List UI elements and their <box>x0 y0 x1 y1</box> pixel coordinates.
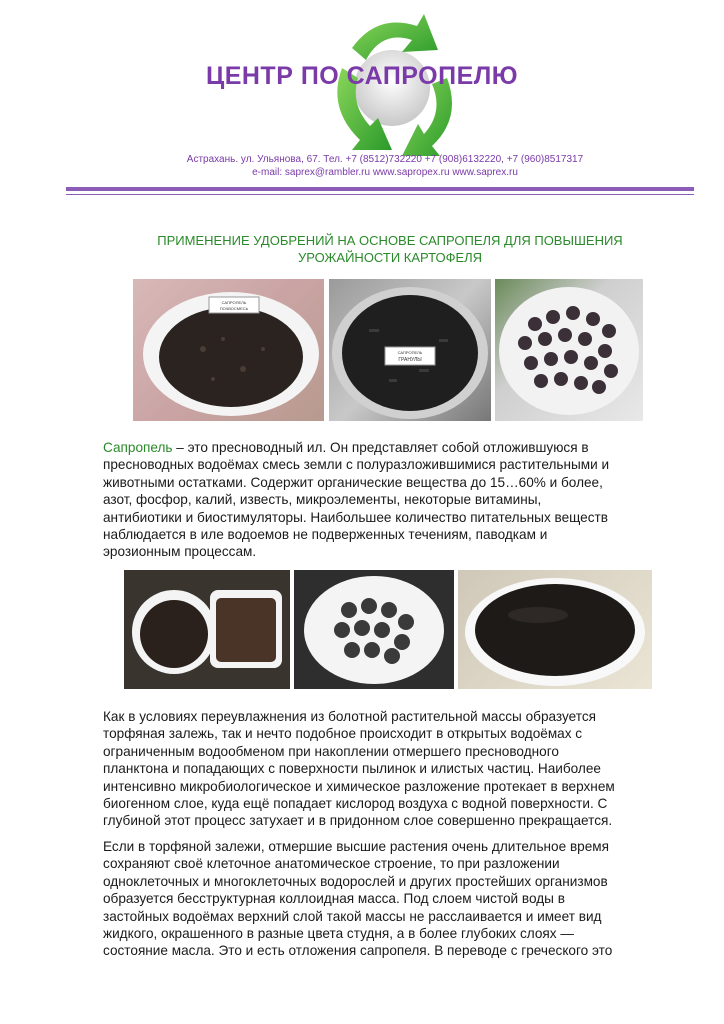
paragraph-colloid <box>103 838 683 960</box>
photo-label: САПРОПЕЛЬ <box>397 350 423 355</box>
text-line: одноклеточных и многоклеточных водорослей и других простейших организмов <box>103 873 608 889</box>
text-line: застойных водоёмах верхний слой такой массы не расслаивается и имеет вид <box>103 908 602 924</box>
photo-sapropel-containers <box>124 570 290 689</box>
heading-line: УРОЖАЙНОСТИ КАРТОФЕЛЯ <box>297 250 483 265</box>
contact-emails: e-mail: saprex@rambler.ru www.sapropex.ru www.saprex.ru <box>252 167 518 178</box>
contact-phones: Астрахань. ул. Ульянова, 67. Тел. +7 (8512)732220 +7 (908)6132220, +7 (960)8517317 <box>186 154 584 165</box>
photo-sapropel-paste-plate <box>458 570 652 689</box>
text-line: – это пресноводный ил. Он представляет собой отложившуюся в <box>172 440 589 455</box>
text-line: животными остатками. Содержит органические вещества до 15…60% и более, <box>103 474 603 490</box>
header-divider-thin <box>66 194 694 195</box>
contact-info <box>0 153 724 179</box>
header-divider <box>66 187 694 191</box>
text-line: ограниченным водообменом при накоплении отмершего пресноводного <box>103 743 559 759</box>
text-line: эрозионным процессам. <box>103 544 257 560</box>
text-line: пресноводных водоёмах смесь земли с полуразложившимися растительными и <box>103 457 610 473</box>
text-line: интенсивно микробиологическое и химическое разложение протекает в верхнем <box>103 778 615 794</box>
text-line: глубиной этот процесс затухает и в придонном слое совершенно прекращается. <box>103 813 613 829</box>
photo-label: ГРАНУЛЫ <box>398 357 422 363</box>
text-line: торфяная залежь, так и нечто подобное происходит в открытых водоёмах с <box>103 726 583 742</box>
text-line: жидкого, окрашенного в разные цвета студня, а в более глубоких слоях — <box>103 926 574 942</box>
paragraph-definition <box>103 439 683 561</box>
text-line: Как в условиях переувлажнения из болотной растительной массы образуется <box>103 709 596 724</box>
text-line: Если в торфяной залежи, отмершие высшие растения очень длительное время <box>103 839 609 854</box>
photo-sapropel-soil-bowl <box>133 279 324 421</box>
photo-sapropel-tablets-plate <box>495 279 643 421</box>
heading-line: ПРИМЕНЕНИЕ УДОБРЕНИЙ НА ОСНОВЕ САПРОПЕЛЯ ДЛЯ ПОВЫШЕНИЯ <box>157 233 623 248</box>
page-title: ЦЕНТР ПО САПРОПЕЛЮ <box>205 62 519 90</box>
photo-label: САПРОПЕЛЬ <box>221 300 247 305</box>
term-sapropel: Сапропель <box>103 440 173 455</box>
text-line: образуется бесструктурная коллоидная масса. Под слоем чистой воды в <box>103 891 565 907</box>
photo-sapropel-pellets-tray <box>329 279 491 421</box>
text-line: азот, фосфор, калий, известь, микроэлементы, некоторые витамины, <box>103 492 542 508</box>
text-line: состояние масла. Это и есть отложения сапропеля. В переводе с греческого это <box>103 943 613 959</box>
text-line: наблюдается в иле водоемов не подверженных течениям, паводкам и <box>103 527 548 543</box>
photo-sapropel-tablets-bowl <box>294 570 454 689</box>
text-line: планктона и попадающих с поверхности пылинок и илистых частиц. Наиболее <box>103 761 601 777</box>
paragraph-formation <box>103 708 683 830</box>
article-heading <box>100 232 680 266</box>
photo-label: ПОЧВОСМЕСЬ <box>219 306 249 311</box>
text-line: антибиотики и биостимуляторы. Наибольшее количество питательных веществ <box>103 509 608 525</box>
text-line: биогенном слое, куда ещё попадает кислород воздуха с водной поверхности. С <box>103 796 608 812</box>
text-line: сохраняют своё клеточное анатомическое строение, то при разложении <box>103 856 560 872</box>
